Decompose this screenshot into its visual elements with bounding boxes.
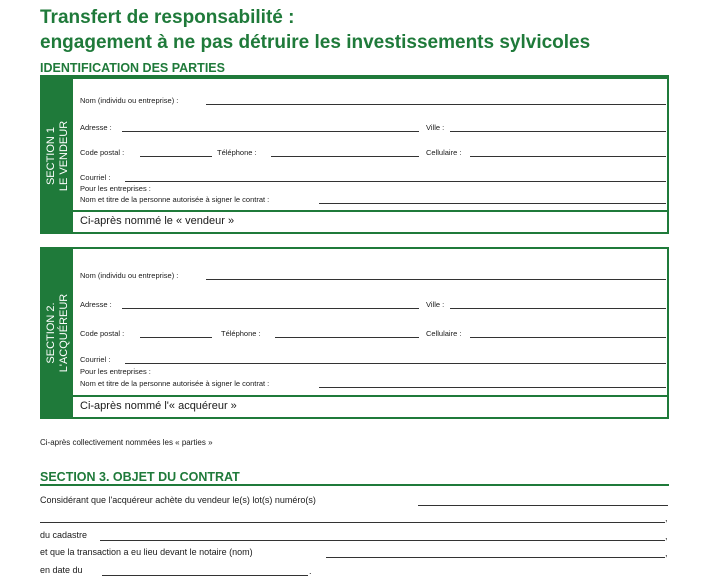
section2-email-label: Courriel : [80, 355, 111, 364]
section2-city-label: Ville : [426, 300, 445, 309]
document-title-line1: Transfert de responsabilité : [40, 7, 295, 28]
section3-heading: SECTION 3. OBJET DU CONTRAT [40, 470, 669, 486]
section2-postal-label: Code postal : [80, 329, 125, 338]
section1-city-label: Ville : [426, 123, 445, 132]
section1-box [40, 77, 669, 234]
section1-name-label: Nom (individu ou entreprise) : [80, 96, 179, 105]
section1-address-field[interactable] [122, 131, 419, 132]
section2-email-field[interactable] [125, 363, 666, 364]
section1-designation-strip [73, 210, 667, 232]
section1-postal-label: Code postal : [80, 148, 125, 157]
section2-designation-strip [73, 395, 667, 417]
section1-address-label: Adresse : [80, 123, 112, 132]
section3-line3-label: et que la transaction a eu lieu devant le notaire (nom) [40, 547, 253, 557]
section2-companies-label: Pour les entreprises : [80, 367, 151, 376]
section3-line4-label: en date du [40, 565, 83, 575]
parties-note: Ci-après collectivement nommées les « parties » [40, 438, 213, 447]
section1-side-band [42, 79, 73, 232]
document-title-line2: engagement à ne pas détruire les investissements sylvicoles [40, 32, 591, 53]
section2-designation: Ci-après nommé l'« acquéreur » [80, 400, 237, 412]
comma-mark: , [665, 531, 668, 541]
section1-cell-label: Cellulaire : [426, 148, 462, 157]
transaction-date-field[interactable] [102, 575, 308, 576]
section1-phone-label: Téléphone : [217, 148, 257, 157]
section2-signatory-field[interactable] [319, 387, 666, 388]
section2-cell-label: Cellulaire : [426, 329, 462, 338]
lot-number-continuation-field[interactable] [40, 522, 665, 523]
section1-companies-label: Pour les entreprises : [80, 184, 151, 193]
section1-side-label: SECTION 1 LE VENDEUR [44, 120, 70, 191]
notary-name-field[interactable] [326, 557, 665, 558]
lot-number-field[interactable] [418, 505, 668, 506]
section2-postal-field[interactable] [140, 337, 212, 338]
section1-signatory-field[interactable] [319, 203, 666, 204]
section2-side-label: SECTION 2. L'ACQUÉREUR [44, 293, 70, 373]
section1-email-label: Courriel : [80, 173, 111, 182]
section2-city-field[interactable] [450, 308, 666, 309]
section1-city-field[interactable] [450, 131, 666, 132]
section2-address-field[interactable] [122, 308, 419, 309]
section1-cell-field[interactable] [470, 156, 666, 157]
section2-phone-label: Téléphone : [221, 329, 261, 338]
identification-heading: IDENTIFICATION DES PARTIES [40, 61, 669, 77]
section1-postal-field[interactable] [140, 156, 212, 157]
section1-phone-field[interactable] [271, 156, 419, 157]
section1-name-field[interactable] [206, 104, 666, 105]
section1-designation: Ci-après nommé le « vendeur » [80, 215, 235, 227]
section2-side-band [42, 249, 73, 417]
section2-address-label: Adresse : [80, 300, 112, 309]
section2-name-field[interactable] [206, 279, 666, 280]
section3-line1-label: Considérant que l'acquéreur achète du vendeur le(s) lot(s) numéro(s) [40, 495, 316, 505]
section2-cell-field[interactable] [470, 337, 666, 338]
section2-box [40, 247, 669, 419]
comma-mark: , [665, 548, 668, 558]
section2-phone-field[interactable] [275, 337, 419, 338]
period-mark: . [309, 566, 312, 576]
section2-name-label: Nom (individu ou entreprise) : [80, 271, 179, 280]
section1-signatory-label: Nom et titre de la personne autorisée à signer le contrat : [80, 195, 270, 204]
section3-line2-label: du cadastre [40, 530, 88, 540]
cadastre-field[interactable] [100, 540, 665, 541]
section1-email-field[interactable] [125, 181, 666, 182]
section2-signatory-label: Nom et titre de la personne autorisée à signer le contrat : [80, 379, 270, 388]
comma-mark: , [665, 513, 668, 523]
